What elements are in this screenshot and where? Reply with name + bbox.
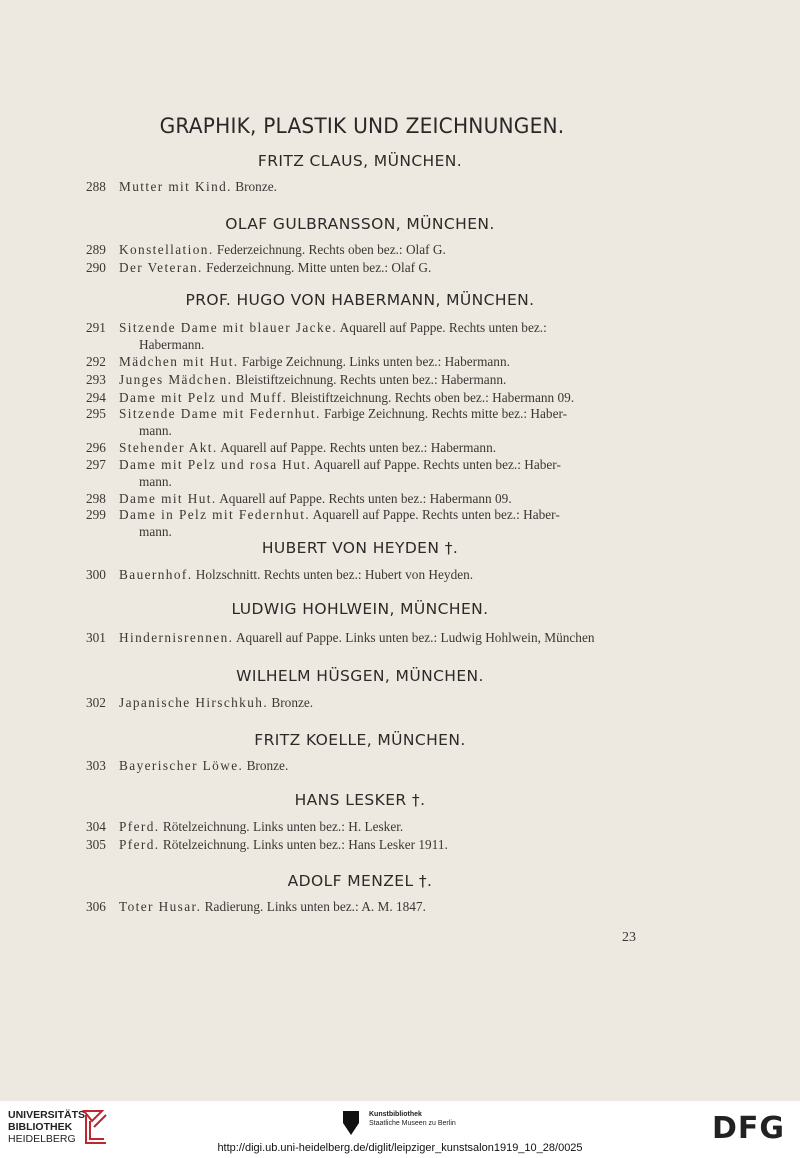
footer-bar	[0, 1101, 800, 1158]
entry-title: Dame mit Pelz und Muff.	[119, 390, 288, 405]
entry-title: Sitzende Dame mit blauer Jacke.	[119, 320, 338, 335]
section-heading: FRITZ KOELLE, MÜNCHEN.	[254, 731, 466, 749]
entry-number: 288	[86, 179, 106, 194]
entry-number: 306	[86, 899, 106, 914]
entry-text	[119, 353, 639, 370]
entry-text	[119, 405, 639, 422]
kb-line2: Staatliche Museen zu Berlin	[369, 1120, 456, 1127]
entry-description: Rötelzeichnung. Links unten bez.: H. Lesker.	[162, 819, 404, 834]
entry-description: Bronze.	[246, 758, 289, 773]
entry-title: Dame mit Pelz und rosa Hut.	[119, 457, 312, 472]
section-heading: HUBERT VON HEYDEN †.	[261, 539, 459, 557]
entry-description: Aquarell auf Pappe. Rechts unten bez.: Habermann.	[220, 440, 497, 455]
dfg-logo[interactable]: DFG	[712, 1111, 786, 1146]
entry-text	[119, 319, 639, 336]
entry-number: 301	[86, 630, 106, 645]
entry-continuation: mann.	[139, 524, 172, 539]
entry-title: Der Veteran.	[119, 260, 203, 275]
entry-title: Toter Husar.	[119, 899, 202, 914]
entry-number: 303	[86, 758, 106, 773]
entry-number: 305	[86, 837, 106, 852]
entry-text	[119, 178, 639, 195]
entry-description: Radierung. Links unten bez.: A. M. 1847.	[204, 899, 426, 914]
entry-text	[119, 694, 639, 711]
entry-description: Aquarell auf Pappe. Rechts unten bez.: Haber-	[313, 457, 561, 472]
entry-description: Federzeichnung. Rechts oben bez.: Olaf G.	[216, 242, 446, 257]
entry-number: 297	[86, 457, 106, 472]
uni-heidelberg-logo[interactable]	[8, 1109, 89, 1145]
entry-number: 294	[86, 390, 106, 405]
entry-text	[119, 818, 639, 835]
page-number: 23	[622, 930, 636, 945]
entry-text	[119, 836, 639, 853]
entry-number: 299	[86, 507, 106, 522]
entry-description: Bleistiftzeichnung. Rechts oben bez.: Habermann 09.	[290, 390, 575, 405]
entry-title: Dame in Pelz mit Federnhut.	[119, 507, 311, 522]
entry-description: Bleistiftzeichnung. Rechts unten bez.: Habermann.	[235, 372, 507, 387]
section-heading: ADOLF MENZEL †.	[287, 872, 433, 890]
uni-logo-line2: BIBLIOTHEK	[8, 1121, 73, 1133]
section-heading: HANS LESKER †.	[294, 791, 426, 809]
entry-continuation: Habermann.	[139, 337, 205, 352]
section-heading: PROF. HUGO VON HABERMANN, MÜNCHEN.	[185, 291, 535, 309]
entry-text	[119, 490, 639, 507]
entry-text	[119, 757, 639, 774]
entry-number: 292	[86, 354, 106, 369]
entry-continuation: mann.	[139, 474, 172, 489]
entry-number: 298	[86, 491, 106, 506]
entry-number: 295	[86, 406, 106, 421]
entry-title: Hindernisrennen.	[119, 630, 234, 645]
entry-title: Bauernhof.	[119, 567, 193, 582]
section-heading: LUDWIG HOHLWEIN, MÜNCHEN.	[231, 600, 489, 618]
entry-title: Konstellation.	[119, 242, 214, 257]
uni-logo-line1: UNIVERSITÄTS-	[8, 1109, 89, 1121]
entry-number: 300	[86, 567, 106, 582]
entry-title: Bayerischer Löwe.	[119, 758, 244, 773]
entry-title: Sitzende Dame mit Federnhut.	[119, 406, 321, 421]
entry-text	[119, 439, 639, 456]
section-heading: WILHELM HÜSGEN, MÜNCHEN.	[236, 667, 484, 685]
entry-number: 290	[86, 260, 106, 275]
entry-text	[119, 241, 639, 258]
entry-description: Bronze.	[235, 179, 277, 194]
entry-text	[119, 898, 639, 915]
entry-title: Mädchen mit Hut.	[119, 354, 239, 369]
entry-title: Pferd.	[119, 837, 160, 852]
entry-text	[119, 259, 639, 276]
entry-text	[119, 629, 639, 646]
entry-description: Aquarell auf Pappe. Rechts unten bez.: Haber-	[312, 507, 560, 522]
entry-number: 289	[86, 242, 106, 257]
kb-line1: Kunstbibliothek	[369, 1111, 422, 1118]
section-heading: OLAF GULBRANSSON, MÜNCHEN.	[225, 215, 495, 233]
kunstbibliothek-label[interactable]	[369, 1110, 456, 1128]
entry-description: Federzeichnung. Mitte unten bez.: Olaf G.	[206, 260, 432, 275]
entry-number: 291	[86, 320, 106, 335]
entry-title: Japanische Hirschkuh.	[119, 695, 269, 710]
entry-description: Holzschnitt. Rechts unten bez.: Hubert von Heyden.	[195, 567, 474, 582]
entry-title: Mutter mit Kind.	[119, 179, 232, 194]
entry-description: Rötelzeichnung. Links unten bez.: Hans Lesker 1911.	[162, 837, 448, 852]
entry-number: 304	[86, 819, 106, 834]
permalink-url[interactable]: http://digi.ub.uni-heidelberg.de/diglit/leipziger_kunstsalon1919_10_28/0025	[217, 1142, 583, 1154]
kunstbibliothek-logo-icon	[343, 1111, 359, 1135]
entry-description: Farbige Zeichnung. Rechts mitte bez.: Haber-	[324, 406, 568, 421]
uni-heidelberg-emblem-icon	[80, 1107, 110, 1147]
entry-description: Aquarell auf Pappe. Links unten bez.: Ludwig Hohlwein, München	[235, 630, 595, 645]
entry-number: 302	[86, 695, 106, 710]
entry-text	[119, 371, 639, 388]
entry-description: Farbige Zeichnung. Links unten bez.: Habermann.	[241, 354, 510, 369]
entry-continuation: mann.	[139, 423, 172, 438]
entry-number: 296	[86, 440, 106, 455]
entry-text	[119, 456, 639, 473]
entry-description: Aquarell auf Pappe. Rechts unten bez.:	[339, 320, 547, 335]
entry-description: Aquarell auf Pappe. Rechts unten bez.: Habermann 09.	[219, 491, 512, 506]
entry-title: Stehender Akt.	[119, 440, 218, 455]
section-heading: FRITZ CLAUS, MÜNCHEN.	[257, 152, 463, 170]
entry-text	[119, 506, 639, 523]
entry-text	[119, 389, 639, 406]
entry-number: 293	[86, 372, 106, 387]
uni-logo-line3: HEIDELBERG	[8, 1133, 76, 1145]
entry-title: Junges Mädchen.	[119, 372, 233, 387]
entry-text	[119, 566, 639, 583]
entry-title: Dame mit Hut.	[119, 491, 217, 506]
entry-title: Pferd.	[119, 819, 160, 834]
page-title: GRAPHIK, PLASTIK UND ZEICHNUNGEN.	[159, 114, 565, 138]
entry-description: Bronze.	[271, 695, 314, 710]
